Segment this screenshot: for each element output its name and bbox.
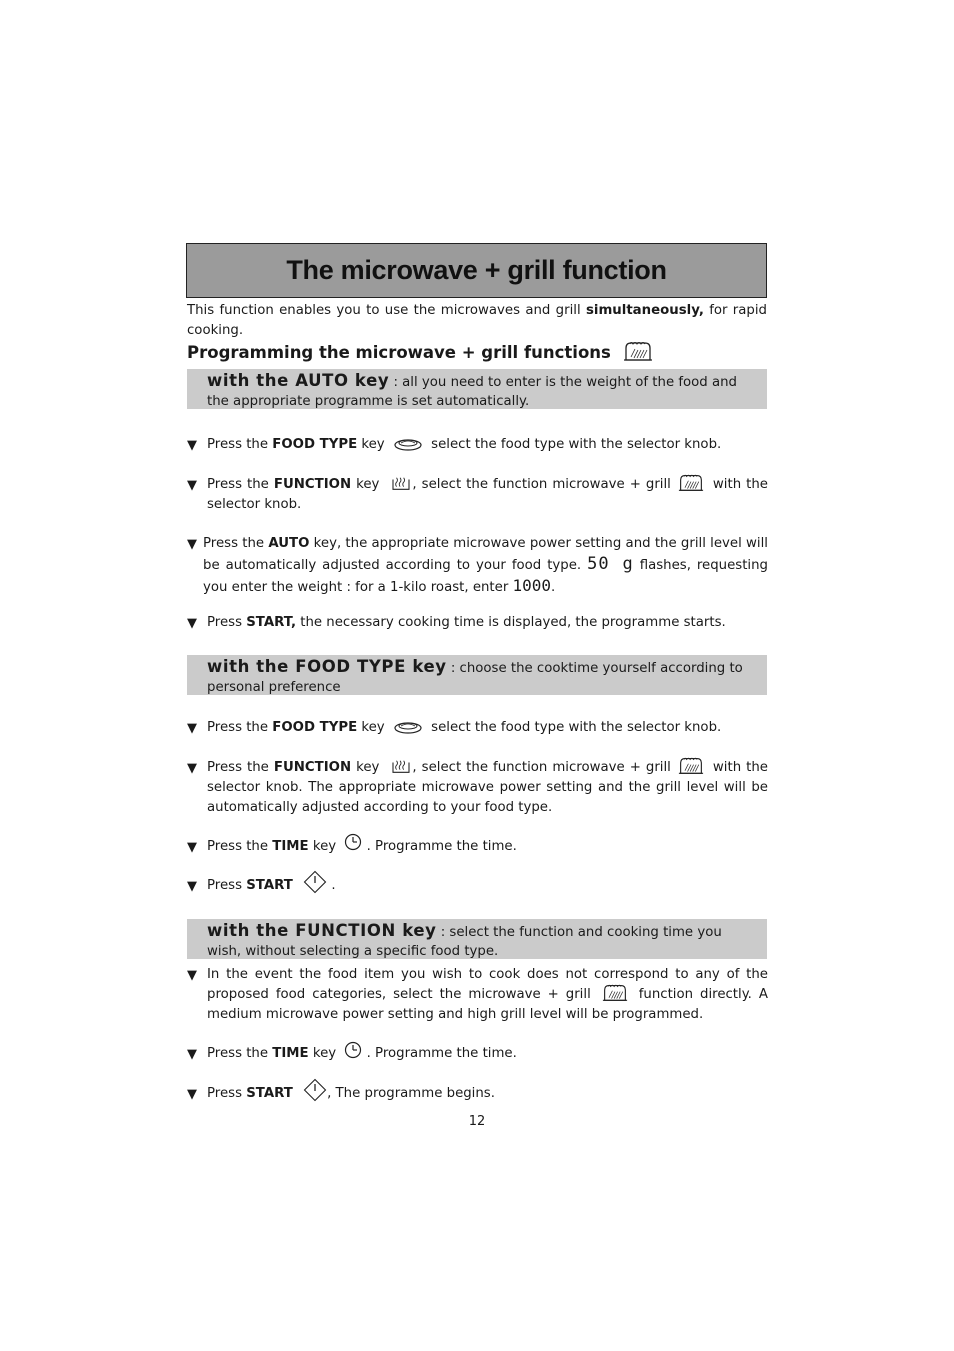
step-key: FOOD TYPE [272,437,358,452]
microwave-grill-icon [623,340,653,362]
step-text: , The programme begins. [327,1086,495,1101]
bullet-triangle-icon: ▼ [187,478,197,493]
bullet-triangle-icon: ▼ [187,537,197,552]
step-text: select the food type with the selector knob. [426,720,722,735]
step-key: FUNCTION [273,760,352,775]
step-text: key [351,477,380,492]
step-text: with the selector knob. [207,477,768,512]
step-text: Press [207,1086,247,1101]
bullet-triangle-icon: ▼ [187,1087,197,1102]
subheading-text: Programming the microwave + grill functions [187,343,611,362]
intro-paragraph [187,301,767,341]
step-text: Press the [207,1046,273,1061]
step-text: , select the function microwave + grill [412,477,671,492]
list-item [187,534,768,598]
step-text: select the food type with the selector knob. [426,437,722,452]
step-key: START, [246,615,297,630]
step-text: flashes, requesting you enter the weight : for a 1-kilo roast, enter [203,558,768,595]
step-text: the necessary cooking time is displayed, the programme starts. [296,615,726,630]
step-text: key [357,720,385,735]
step-text: with the selector knob. The appropriate microwave power setting and the grill level will be automatically adjusted according to your food type. [207,760,768,815]
function-icon [390,476,412,492]
bullet-triangle-icon: ▼ [187,438,197,453]
step-text: In the event the food item you wish to cook does not correspond to any of the proposed food categories, select the microwave + grill [207,967,768,1002]
step-key: START [246,1086,293,1101]
bullet-triangle-icon: ▼ [187,616,197,631]
clock-icon [344,833,362,851]
step-text: . [551,580,556,595]
intro-text-end: for rapid cooking. [187,303,767,338]
intro-bold: simultaneously, [585,303,704,318]
list-item [187,1044,768,1064]
step-key: TIME [272,1046,309,1061]
auto-desc: : all you need to enter is the weight of the food and the appropriate programme is set automatically. [207,375,737,409]
step-text: key [357,437,385,452]
step-key: FOOD TYPE [272,720,358,735]
bullet-triangle-icon: ▼ [187,761,197,776]
food-type-icon [393,719,423,735]
step-text: key, the appropriate microwave power setting and the grill level will be automatically adjusted according to your food type. [203,536,768,573]
list-item [187,435,768,455]
bullet-triangle-icon: ▼ [187,1047,197,1062]
step-text: Press the [207,720,273,735]
step-text: . [327,878,336,893]
step-text: key [308,839,337,854]
list-item [187,718,768,738]
intro-text: This function enables you to use the microwaves and grill [187,303,586,318]
display-readout: 1000 [512,576,552,595]
list-item [187,837,768,857]
start-icon [303,1078,327,1102]
step-text: Press [207,878,247,893]
clock-icon [344,1041,362,1059]
step-key: AUTO [268,536,310,551]
subheading [187,343,653,362]
step-text: Press [207,615,247,630]
function-key-band [187,919,767,959]
list-item [187,965,768,1025]
auto-heading: with the AUTO key [207,371,390,390]
step-text: Press the [207,437,273,452]
microwave-grill-icon [602,983,628,1002]
food-type-icon [393,436,423,452]
step-text: Press the [207,839,273,854]
start-icon [303,870,327,894]
bullet-triangle-icon: ▼ [187,879,197,894]
foodtype-desc: : choose the cooktime yourself according to personal preference [207,661,743,695]
microwave-grill-icon [678,473,704,492]
step-text: Press the [207,477,274,492]
auto-key-band [187,369,767,409]
list-item [187,613,768,633]
food-type-key-band [187,655,767,695]
step-text: , select the function microwave + grill [412,760,671,775]
function-heading: with the FUNCTION key [207,921,437,940]
step-text: key [351,760,380,775]
foodtype-heading: with the FOOD TYPE key [207,657,447,676]
step-text: key [308,1046,337,1061]
step-text: . Programme the time. [362,839,517,854]
step-key: TIME [272,839,309,854]
step-key: START [246,878,293,893]
list-item [187,1084,768,1104]
display-readout: 50 g [587,554,634,574]
step-text: Press the [203,536,269,551]
page-title: The microwave + grill function [286,255,667,285]
bullet-triangle-icon: ▼ [187,840,197,855]
microwave-grill-icon [678,756,704,775]
page-number: 12 [468,1114,486,1129]
list-item [187,758,768,818]
bullet-triangle-icon: ▼ [187,968,197,983]
list-item [187,475,768,515]
step-text: Press the [207,760,274,775]
bullet-triangle-icon: ▼ [187,721,197,736]
step-text: . Programme the time. [362,1046,517,1061]
step-text: function directly. A medium microwave power setting and high grill level will be programmed. [207,987,768,1022]
function-icon [390,759,412,775]
function-desc: : select the function and cooking time you wish, without selecting a specific food type. [207,925,722,959]
title-banner [186,243,767,298]
step-key: FUNCTION [273,477,352,492]
list-item [187,876,768,896]
